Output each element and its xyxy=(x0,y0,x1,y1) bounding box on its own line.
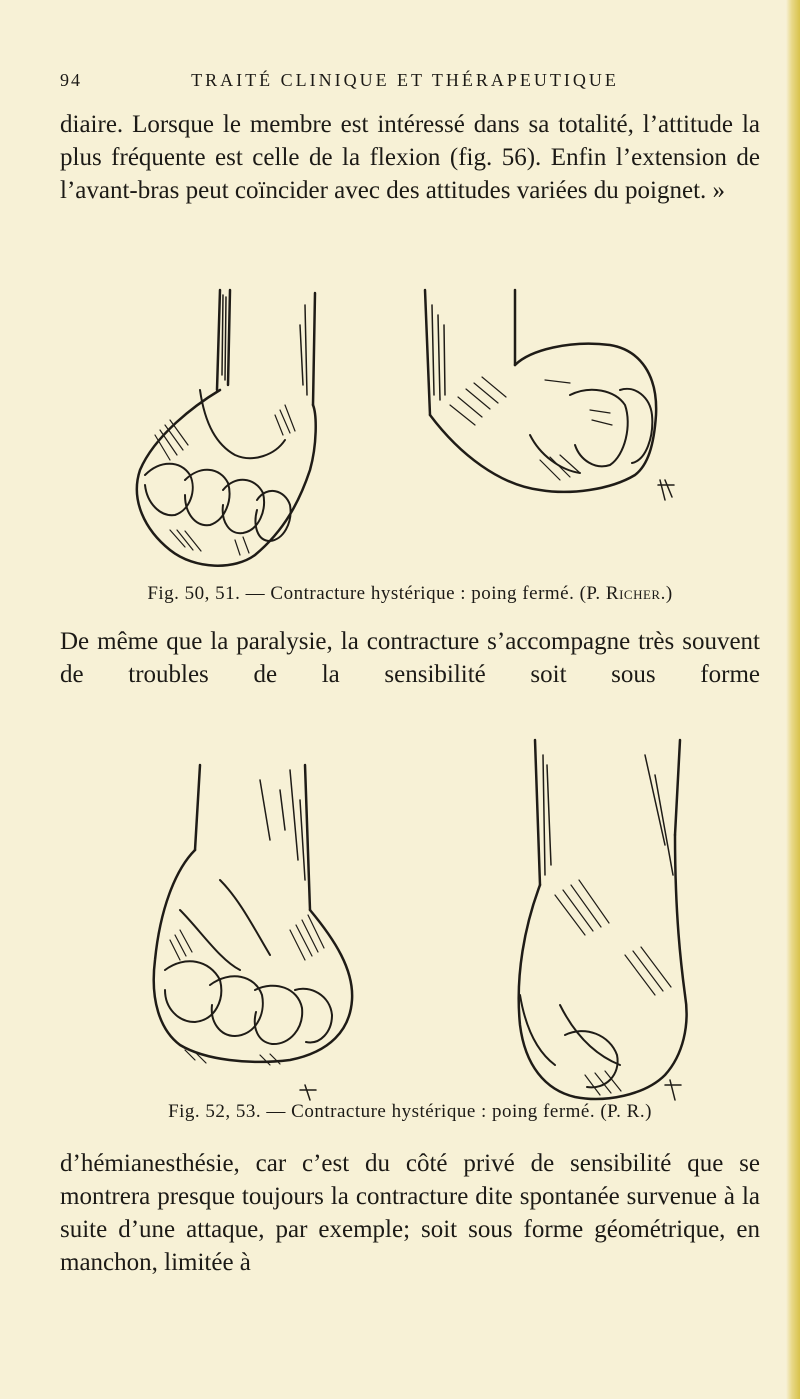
paragraph-1: diaire. Lorsque le membre est intéressé dans sa totalité, l’attitude la plus fréquente est celle de la flexion (fig. 56). Enfin l’extension de l’avant-bras peut coïncider avec des attitudes variées du poignet. » xyxy=(60,111,760,204)
running-title: TRAITÉ CLINIQUE ET THÉRAPEUTIQUE xyxy=(191,70,619,90)
figure-53-fist-side xyxy=(505,735,700,1110)
running-head xyxy=(60,70,750,100)
page-number: 94 xyxy=(60,70,82,90)
figure-52-fist-back xyxy=(140,760,360,1105)
figure-caption-50-51 xyxy=(60,583,760,605)
caption-end: ) xyxy=(665,583,673,604)
figure-51-fist-side xyxy=(420,285,685,515)
caption-text: Fig. 50, 51. — Contracture hystérique : poing fermé. (P. xyxy=(147,583,606,604)
page-edge xyxy=(786,0,800,1399)
paragraph-3: d’hémianesthésie, car c’est du côté privé de sensibilité que se montrera presque toujours la contracture dite spontanée survenue à la suite d’une attaque, par exemple; soit sous forme géométrique, en manchon, limitée à xyxy=(60,1150,760,1276)
figure-50-fist-front xyxy=(125,285,330,575)
paragraph-2: De même que la paralysie, la contracture s’accompagne très souvent de troubles de la sensibilité soit sous forme xyxy=(60,628,760,688)
caption-author: Richer. xyxy=(605,583,666,604)
figure-caption-52-53: Fig. 52, 53. — Contracture hystérique : poing fermé. (P. R.) xyxy=(168,1101,652,1122)
